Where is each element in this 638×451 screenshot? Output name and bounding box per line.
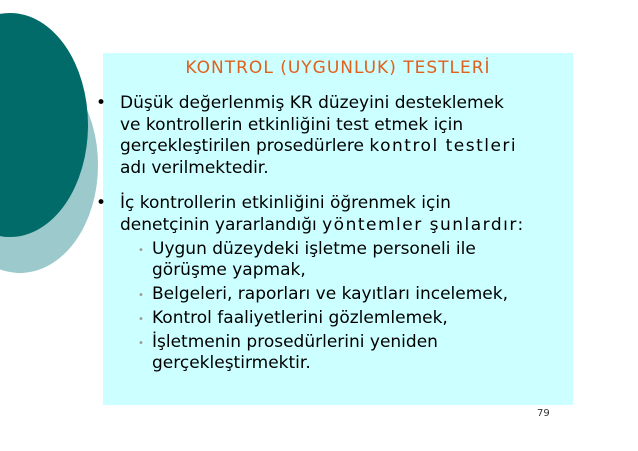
- sub-bullet-item: [120, 308, 573, 329]
- sub-bullet-icon: •: [138, 338, 144, 349]
- bullet-line: Düşük değerlenmiş KR düzeyini desteklemek: [120, 93, 504, 113]
- sub-bullet-icon: •: [138, 245, 144, 256]
- sub-bullet-icon: •: [138, 290, 144, 301]
- bullet-text: gerçekleştirilen prosedürlere: [120, 136, 370, 156]
- bullet-line: İç kontrollerin etkinliğini öğrenmek için: [120, 193, 451, 213]
- sub-bullet-line: Uygun düzeydeki işletme personeli ile: [152, 239, 476, 259]
- bullet-line: [120, 136, 573, 158]
- sub-bullet-line: Kontrol faaliyetlerini gözlemlemek,: [152, 308, 448, 328]
- bullet-text-spaced: yöntemler şunlardır:: [322, 214, 525, 235]
- bullet-line: [120, 215, 573, 237]
- sub-bullet-line: görüşme yapmak,: [152, 260, 306, 280]
- sub-bullet-list: [120, 239, 573, 374]
- sub-bullet-item: [120, 239, 573, 281]
- bullet-list: [93, 93, 573, 377]
- sub-bullet-line: gerçekleştirmektir.: [152, 353, 311, 373]
- bullet-line: adı verilmektedir.: [120, 157, 269, 178]
- bullet-text-spaced: kontrol testleri: [369, 136, 518, 156]
- bullet-icon: •: [96, 193, 107, 213]
- sub-bullet-icon: •: [138, 314, 144, 325]
- slide-title: KONTROL (UYGUNLUK) TESTLERİ: [185, 58, 491, 78]
- bullet-item: [93, 193, 573, 374]
- bullet-icon: •: [96, 93, 107, 113]
- bullet-line: ve kontrollerin etkinliğini test etmek için: [120, 114, 464, 135]
- bullet-item: [93, 93, 573, 179]
- sub-bullet-item: [120, 332, 573, 374]
- bullet-text: denetçinin yararlandığı: [120, 214, 323, 235]
- sub-bullet-item: [120, 284, 573, 305]
- page-number: 79: [537, 408, 550, 419]
- sub-bullet-line: İşletmenin prosedürlerini yeniden: [152, 332, 438, 352]
- sub-bullet-line: Belgeleri, raporları ve kayıtları incelemek,: [152, 284, 508, 304]
